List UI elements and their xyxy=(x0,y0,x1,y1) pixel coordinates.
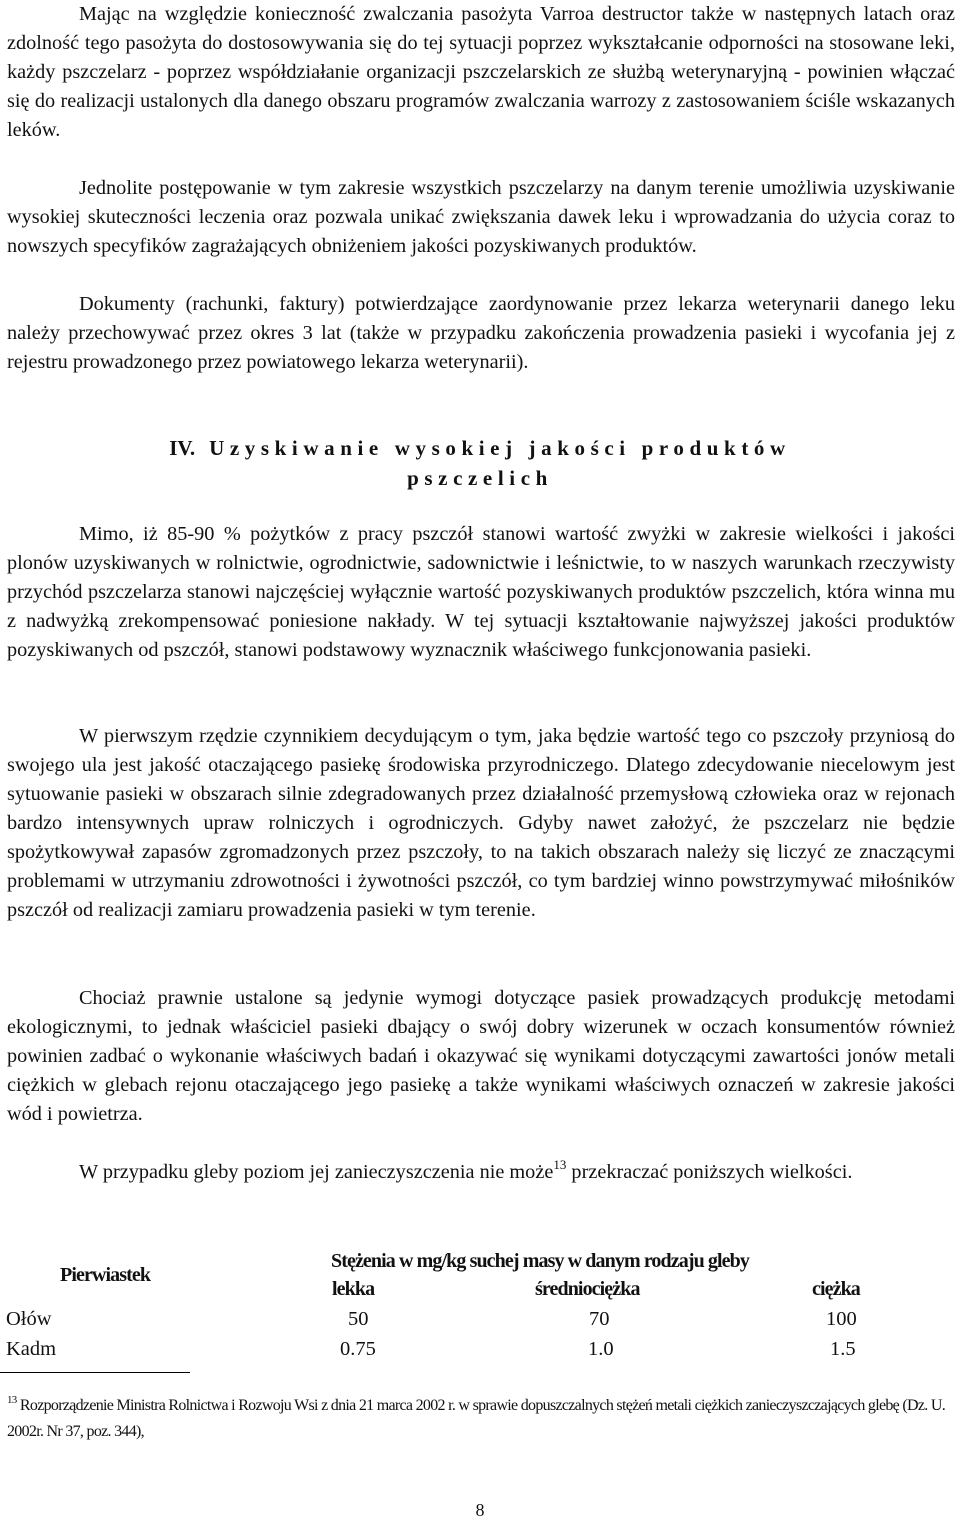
footnote-number: 13 xyxy=(7,1394,17,1406)
section-heading xyxy=(0,432,960,464)
row-name-cadmium: Kadm xyxy=(6,1338,57,1360)
cell-cadmium-heavy: 1.5 xyxy=(830,1338,856,1360)
footnote-separator xyxy=(0,1372,190,1373)
row-name-lead: Ołów xyxy=(6,1308,52,1330)
footnote xyxy=(7,1393,955,1445)
cell-lead-heavy: 100 xyxy=(826,1308,857,1330)
section-title-line1: Uzyskiwanie wysokiej jakości produktów xyxy=(209,436,791,460)
page-number: 8 xyxy=(475,1500,485,1520)
cell-lead-medium: 70 xyxy=(589,1308,610,1330)
section-number: IV. xyxy=(169,436,196,460)
footnote-text: Rozporządzenie Ministra Rolnictwa i Rozwoju Wsi z dnia 21 marca 2002 r. w sprawie dopuszczalnych stężeń metali ciężkich zanieczyszczających glebę (Dz. U. 2002r. Nr 37, poz. 344), xyxy=(7,1397,946,1440)
paragraph-documents: Dokumenty (rachunki, faktury) potwierdzające zaordynowanie przez lekarza weterynarii danego leku należy przechowywać przez okres 3 lat (także w przypadku zakończenia prowadzenia pasieki i wycofania jej z rejestru prowadzonego przez powiatowego lekarza weterynarii). xyxy=(7,293,955,373)
paragraph-soil-limits: W przypadku gleby poziom jej zanieczyszczenia nie może$^{13}$ przekraczać poniższych wielkości. xyxy=(79,1157,853,1183)
table-row-header: Pierwiastek xyxy=(60,1264,151,1286)
column-header-heavy: ciężka xyxy=(812,1278,860,1300)
paragraph-uniform-treatment: Jednolite postępowanie w tym zakresie wszystkich pszczelarzy na danym terenie umożliwia uzyskiwanie wysokiej skuteczności leczenia oraz pozwala unikać zwiększania dawek leku i wprowadzania do użycia coraz to nowszych specyfików zagrażających obniżeniem jakości pozyskiwanych produktów. xyxy=(7,177,955,257)
paragraph-environment: W pierwszym rzędzie czynnikiem decydującym o tym, jaka będzie wartość tego co pszczoły przyniosą do swojego ula jest jakość otaczającego pasiekę środowiska przyrodniczego. Dlatego zdecydowanie niecelowym jest sytuowanie pasieki w obszarach silnie zdegradowanych przez działalność przemysłową człowieka oraz w rejonach bardzo intensywnych upraw rolniczych i ogrodniczych. Gdyby nawet założyć, że pszczelarz nie będzie spożytkowywał zapasów zgromadzonych przez pszczoły, to na takich obszarach należy się liczyć ze znaczącymi problemami w utrzymaniu zdrowotności i żywotności pszczół, co tym bardziej winno powstrzymywać miłośników pszczół od realizacji zamiaru prowadzenia pasieki w tym terenie. xyxy=(7,725,955,921)
footnote-reference[interactable]: 13 xyxy=(553,1157,567,1172)
cell-cadmium-light: 0.75 xyxy=(340,1338,376,1360)
column-header-medium: średniociężka xyxy=(535,1278,640,1300)
paragraph-heavy-metals: Chociaż prawnie ustalone są jedynie wymogi dotyczące pasiek prowadzących produkcję metodami ekologicznymi, to jednak właściciel pasieki dbający o swój dobry wizerunek w oczach konsumentów również powinien zadbać o wykonanie właściwych badań i okazywać się wynikami dotyczącymi zawartości jonów metali ciężkich w glebach rejonu otaczającego jego pasiekę a także wynikami właściwych oznaczeń w zakresie jakości wód i powietrza. xyxy=(7,987,955,1125)
paragraph-bee-products-value: Mimo, iż 85-90 % pożytków z pracy pszczół stanowi wartość zwyżki w zakresie wielkości i jakości plonów uzyskiwanych w rolnictwie, ogrodnictwie, sadownictwie i leśnictwie, to w naszych warunkach rzeczywisty przychód pszczelarza stanowi najczęściej wyłącznie wartość pozyskiwanych produktów pszczelich, która winna mu z nadwyżką zrekompensować poniesione nakłady. W tej sytuacji kształtowanie najwyższej jakości produktów pozyskiwanych od pszczół, stanowi podstawowy wyznacznik właściwego funkcjonowania pasieki. xyxy=(7,523,955,661)
section-heading-line2 xyxy=(0,462,960,494)
paragraph-varroa: Mając na względzie konieczność zwalczania pasożyta Varroa destructor także w następnych latach oraz zdolność tego pasożyta do dostosowywania się do tej sytuacji poprzez wykształcanie odporności na stosowane leki, każdy pszczelarz - poprzez współdziałanie organizacji pszczelarskich ze służbą weterynaryjną - powinien włączać się do realizacji ustalonych dla danego obszaru programów zwalczania warrozy z zastosowaniem ściśle wskazanych leków. xyxy=(7,3,955,141)
section-title-line2: pszczelich xyxy=(407,466,553,490)
cell-cadmium-medium: 1.0 xyxy=(588,1338,614,1360)
column-header-light: lekka xyxy=(332,1278,375,1300)
cell-lead-light: 50 xyxy=(348,1308,369,1330)
table-group-header: Stężenia w mg/kg suchej masy w danym rodzaju gleby xyxy=(331,1250,749,1272)
